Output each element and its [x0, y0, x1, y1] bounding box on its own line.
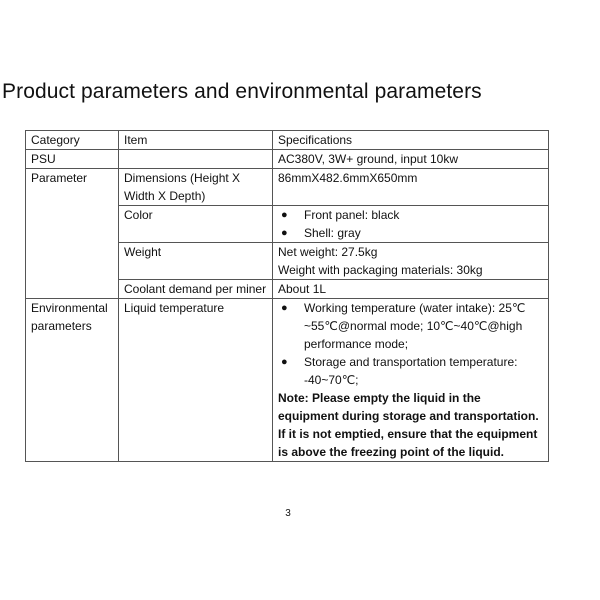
table-row-environmental — [26, 299, 549, 462]
net-weight: Net weight: 27.5kg — [278, 245, 378, 259]
storage-note: Note: Please empty the liquid in the equipment during storage and transportation. If it is not emptied, ensure that the equipment is above the freezing point of the liquid. — [278, 391, 539, 459]
table-row-dimensions — [26, 169, 549, 206]
temperature-bullet-list — [278, 299, 543, 389]
category-psu: PSU — [26, 150, 119, 169]
item-dimensions: Dimensions (Height X Width X Depth) — [119, 169, 273, 206]
spec-psu: AC380V, 3W+ ground, input 10kw — [273, 150, 549, 169]
spec-table — [25, 130, 549, 462]
page-title: Product parameters and environmental parameters — [2, 80, 482, 103]
table-row-psu — [26, 150, 549, 169]
spec-liquid-temperature — [273, 299, 549, 462]
list-item: ● Storage and transportation temperature: -40~70℃; — [278, 353, 543, 389]
color-bullet-list — [278, 206, 543, 242]
item-color: Color — [119, 206, 273, 243]
item-weight: Weight — [119, 243, 273, 280]
category-environmental: Environmental parameters — [26, 299, 119, 462]
packaged-weight: Weight with packaging materials: 30kg — [278, 263, 483, 277]
list-item: ● Shell: gray — [278, 224, 543, 242]
spec-coolant: About 1L — [273, 280, 549, 299]
spec-weight — [273, 243, 549, 280]
header-category: Category — [26, 131, 119, 150]
header-specifications: Specifications — [273, 131, 549, 150]
page-number: 3 — [285, 508, 291, 519]
list-item: ● Front panel: black — [278, 206, 543, 224]
spec-color — [273, 206, 549, 243]
spec-dimensions: 86mmX482.6mmX650mm — [273, 169, 549, 206]
item-liquid-temperature: Liquid temperature — [119, 299, 273, 462]
category-parameter: Parameter — [26, 169, 119, 299]
header-item: Item — [119, 131, 273, 150]
table-header-row — [26, 131, 549, 150]
item-coolant: Coolant demand per miner — [119, 280, 273, 299]
item-psu — [119, 150, 273, 169]
list-item: ● Working temperature (water intake): 25℃ ~55℃@normal mode; 10℃~40℃@high performance mode; — [278, 299, 543, 353]
